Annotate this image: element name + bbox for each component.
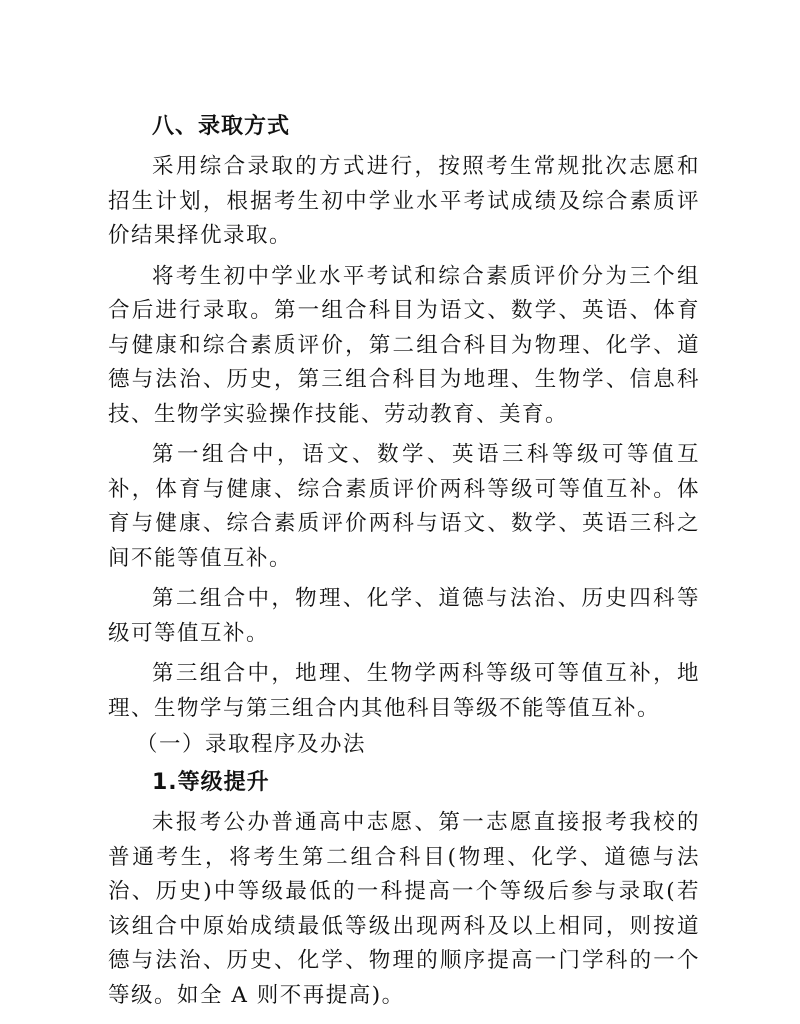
section-heading: 八、录取方式: [152, 114, 291, 139]
subsection-heading: （一）录取程序及办法: [136, 732, 367, 757]
paragraph-group-three: 第三组合中，地理、生物学两科等级可等值互补，地理、生物学与第三组合内其他科目等级不能等值互补。: [108, 661, 700, 721]
paragraph-group-two: 第二组合中，物理、化学、道德与法治、历史四科等级可等值互补。: [108, 586, 700, 646]
document-body: [108, 108, 700, 1013]
item-heading: 1.等级提升: [152, 770, 270, 795]
paragraph-grade-promotion: 未报考公办普通高中志愿、第一志愿直接报考我校的普通考生，将考生第二组合科目(物理、化学、道德与法治、历史)中等级最低的一科提高一个等级后参与录取(若该组合中原始成绩最低等级出现两科及以上相同，则按道德与法治、历史、化学、物理的顺序提高一门学科的一个等级。如全 A 则不再提高)。: [108, 810, 700, 1008]
paragraph-group-one: 第一组合中，语文、数学、英语三科等级可等值互补，体育与健康、综合素质评价两科等级可等值互补。体育与健康、综合素质评价两科与语文、数学、英语三科之间不能等值互补。: [108, 442, 700, 571]
paragraph-three-groups: 将考生初中学业水平考试和综合素质评价分为三个组合后进行录取。第一组合科目为语文、数学、英语、体育与健康和综合素质评价，第二组合科目为物理、化学、道德与法治、历史，第三组合科目为地理、生物学、信息科技、生物学实验操作技能、劳动教育、美育。: [108, 263, 700, 427]
paragraph-admission-method: 采用综合录取的方式进行，按照考生常规批次志愿和招生计划，根据考生初中学业水平考试成绩及综合素质评价结果择优录取。: [108, 154, 700, 248]
